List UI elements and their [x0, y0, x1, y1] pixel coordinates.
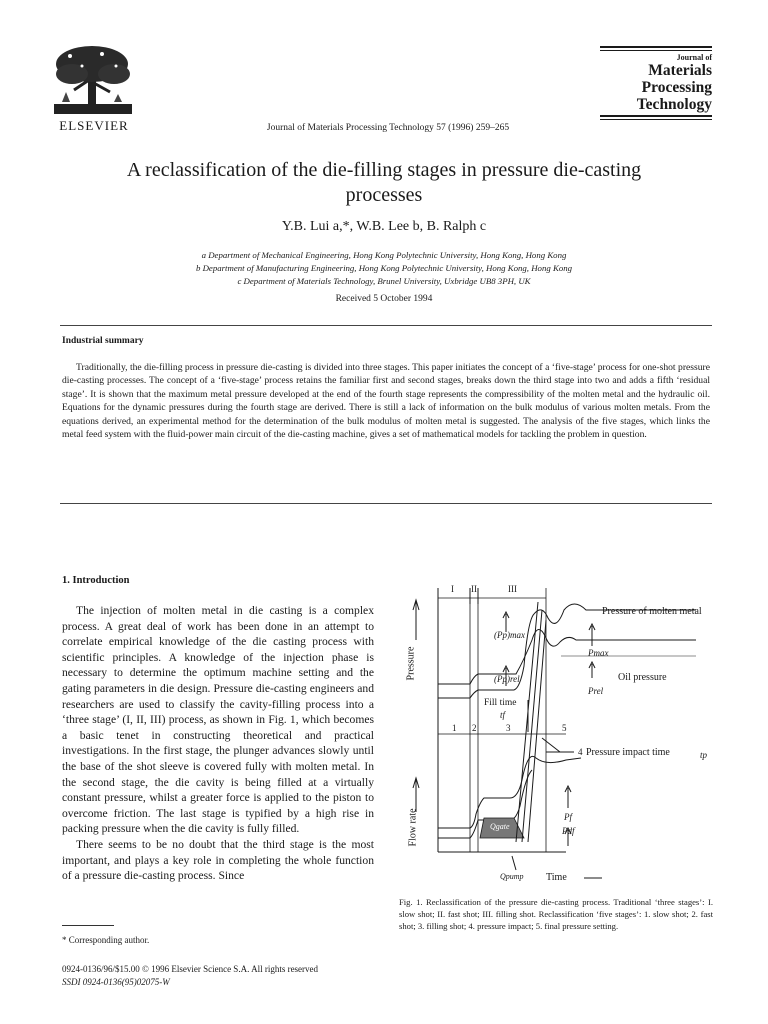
section-heading: 1. Introduction	[62, 575, 130, 586]
qpump-label: Qpump	[500, 872, 524, 881]
stage-label-I: I	[451, 584, 454, 594]
pp-rel-label: (Pp)rel	[494, 674, 520, 684]
stage-label-5: 5	[562, 723, 567, 733]
stage-label-4: 4	[578, 747, 583, 757]
figure-1	[396, 580, 726, 892]
flow-axis-label: Flow rate	[407, 808, 419, 847]
affiliation-b: b Department of Manufacturing Engineering, Hong Kong Polytechnic University, Hong Kong, Hong Kong	[195, 263, 573, 273]
oil-pressure-label: Oil pressure	[618, 672, 667, 683]
figure-caption: Fig. 1. Reclassification of the pressure die-casting process. Traditional ‘three stages’: I. slow shot; II. fast shot; III. filling shot. Reclassification ‘five stages’: 1. slow shot; 2. fast shot; 3. filling shot; 4. pressure impact; 5. final pressure setting.	[399, 897, 713, 931]
journal-citation: Journal of Materials Processing Technology 57 (1996) 259–265	[266, 123, 510, 133]
prel-label: Prel	[588, 686, 604, 696]
stage-label-II: II	[471, 584, 477, 594]
summary-heading: Industrial summary	[62, 336, 144, 346]
stage-label-2: 2	[472, 723, 477, 733]
summary-text: Traditionally, the die-filling process in pressure die-casting is divided into three stages. This paper initiates the concept of a ‘five-stage’ process for one-shot pressure die-casting processes. The concept of a ‘five-stage’ process retains the familiar first and second stages, breaks down the third stage into two and adds a fifth ‘residual stage’. It is shown that the maximum metal pressure developed at the end of the fourth stage represents the compressibility of the molten metal and the hydraulic oil. Equations for the dynamic pressures during the fourth stage are derived. There is still a lack of information on the bulk modulus of various molten metals. From the equations derived, an experimental method for the determination of the bulk modulus of molten metal is suggested. The analysis of the five stages, which links the metal feed system with the fluid-power main circuit of the die-casting machine, gives a set of mathematical models for tackling the problem in question.	[62, 362, 710, 441]
elsevier-tree-logo	[52, 44, 134, 116]
time-axis-label: Time	[546, 872, 567, 883]
author-list: Y.B. Lui a,*, W.B. Lee b, B. Ralph c	[281, 219, 487, 234]
intro-paragraph: There seems to be no doubt that the third stage is the most important, and plays a key role in completing the whole function of a pressure die-casting process. Since	[62, 837, 374, 883]
tp-label: tp	[700, 750, 708, 760]
fill-time-label: Fill time	[484, 698, 517, 708]
qgate-label: Qgate	[490, 822, 510, 831]
article-title: A reclassification of the die-filling stages in pressure die-casting processes	[126, 159, 642, 206]
received-date: Received 5 October 1994	[335, 294, 433, 304]
journal-word-materials: Materials	[648, 62, 712, 79]
pmax-label: Pmax	[588, 648, 609, 658]
publisher-name: ELSEVIER	[59, 118, 129, 133]
divider-top	[60, 325, 712, 326]
footnote-rule	[62, 925, 114, 926]
pf-label: Pf	[564, 812, 572, 822]
copyright-line: 0924-0136/96/$15.00 © 1996 Elsevier Science S.A. All rights reserved	[62, 964, 319, 974]
stage-label-3: 3	[506, 723, 511, 733]
pp-max-label: (Pp)max	[494, 630, 525, 640]
copyright-codes	[62, 963, 318, 989]
pressure-axis-label: Pressure	[405, 646, 417, 681]
stage-label-III: III	[508, 584, 517, 594]
journal-word-processing: Processing	[641, 79, 712, 96]
divider-bottom	[60, 503, 712, 504]
affiliation-a: a Department of Mechanical Engineering, Hong Kong Polytechnic University, Hong Kong, Hong Kong	[201, 250, 567, 260]
pressure-molten-label: Pressure of molten metal	[602, 606, 702, 617]
stage-label-1: 1	[452, 723, 457, 733]
journal-wordmark	[600, 46, 712, 120]
footnote: * Corresponding author.	[62, 935, 150, 945]
affiliation-c: c Department of Materials Technology, Brunel University, Uxbridge UB8 3PH, UK	[237, 276, 531, 286]
pdf-label: Pdf	[562, 826, 575, 836]
intro-paragraph: The injection of molten metal in die casting is a complex process. A great deal of work has been done in an attempt to correlate empirical knowledge of the die casting process with scientific principles. A knowledge of the injection phase is necessary to determine the optimum machine setting and the gating parameters in die design. Pressure die-casting engineers and researchers are used to classify the cavity-filling process into a ‘three stage’ (I, II, III) process, as shown in Fig. 1, which becomes a basic tenet in constructing theoretical and practical investigations. In the first stage, the plunger advances slowly until the base of the shot sleeve is covered fully with molten metal. In the second stage, the die cavity is being filled at a virtually constant pressure, whilst a greater force is applied to the piston to overcome friction. The last stage is typified by a high rise in packing pressure when the die cavity is fully filled.	[62, 604, 374, 836]
journal-word-technology: Technology	[636, 96, 712, 113]
impact-time-label: Pressure impact time	[586, 747, 670, 758]
ssdi-line: SSDI 0924-0136(95)02075-W	[62, 977, 170, 987]
tf-label: tf	[500, 710, 506, 720]
intro-body	[62, 603, 374, 884]
journal-of-label: Journal of	[676, 53, 712, 62]
